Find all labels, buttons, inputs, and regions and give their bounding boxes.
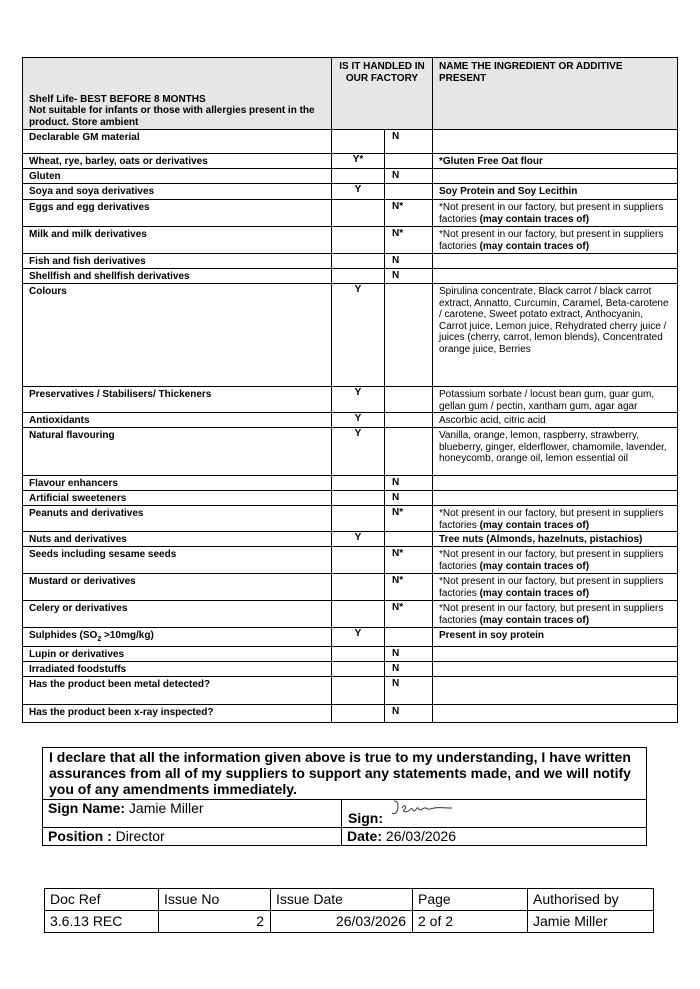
- row-label: Antioxidants: [23, 413, 332, 428]
- document-control-table: [44, 888, 654, 933]
- ingredient-detail: [433, 628, 678, 647]
- handled-yes: [332, 269, 385, 284]
- row-label: Artificial sweeteners: [23, 491, 332, 506]
- row-label: Seeds including sesame seeds: [23, 547, 332, 574]
- handled-no: [385, 532, 433, 547]
- sign-name-label: Sign Name:: [48, 800, 126, 816]
- handled-no: N*: [385, 601, 433, 628]
- detail-text: *Not present in our factory, but present in suppliers factories: [439, 603, 664, 626]
- ingredient-detail: [433, 284, 678, 387]
- handled-no: N*: [385, 200, 433, 227]
- handled-no: [385, 387, 433, 413]
- position-label: Position :: [48, 828, 112, 844]
- handled-no: [385, 184, 433, 200]
- handled-no: N*: [385, 574, 433, 601]
- handled-no: N: [385, 169, 433, 184]
- handled-yes: Y: [332, 532, 385, 547]
- handled-yes: [332, 200, 385, 227]
- detail-bold-text: (may contain traces of): [479, 560, 590, 572]
- handled-no: N: [385, 646, 433, 661]
- signature-icon: [390, 798, 460, 820]
- handled-no: N*: [385, 227, 433, 254]
- handled-yes: [332, 704, 385, 722]
- sign-label: Sign:: [348, 810, 383, 826]
- ingredient-detail: [433, 476, 678, 491]
- shelf-life-cell: [23, 58, 332, 130]
- row-label: Flavour enhancers: [23, 476, 332, 491]
- detail-text: *Not present in our factory, but present in suppliers factories: [439, 229, 664, 252]
- detail-bold-text: (may contain traces of): [479, 614, 590, 626]
- detail-text: *Not present in our factory, but present in suppliers factories: [439, 202, 664, 225]
- handled-yes: [332, 661, 385, 676]
- table-row: [23, 154, 678, 169]
- handled-yes: Y: [332, 387, 385, 413]
- ingredient-detail: [433, 130, 678, 154]
- detail-text: *Not present in our factory, but present in suppliers factories: [439, 508, 664, 531]
- row-label: Irradiated foodstuffs: [23, 661, 332, 676]
- page-value: 2 of 2: [413, 911, 528, 933]
- ingredient-detail: [433, 269, 678, 284]
- handled-no: N: [385, 661, 433, 676]
- detail-bold-text: *Gluten Free Oat flour: [439, 156, 543, 167]
- issue-no-value: 2: [159, 911, 271, 933]
- table-row: [23, 574, 678, 601]
- table-row: [23, 628, 678, 647]
- ingredient-detail: [433, 661, 678, 676]
- row-label: Colours: [23, 284, 332, 387]
- row-label: Fish and fish derivatives: [23, 254, 332, 269]
- ingredient-detail: [433, 184, 678, 200]
- handled-yes: Y: [332, 628, 385, 647]
- table-row: [23, 704, 678, 722]
- detail-bold-text: Tree nuts (Almonds, hazelnuts, pistachios): [439, 534, 643, 545]
- handled-yes: [332, 506, 385, 532]
- row-label-suffix: >10mg/kg): [101, 630, 154, 641]
- row-label-text: Sulphides (SO: [29, 630, 98, 641]
- doc-control-value-row: [45, 911, 654, 933]
- ingredient-detail: [433, 506, 678, 532]
- table-row: [23, 491, 678, 506]
- detail-bold-text: (may contain traces of): [479, 213, 590, 225]
- declaration-box: [42, 747, 647, 846]
- ingredient-detail: [433, 646, 678, 661]
- position-cell: [43, 828, 342, 846]
- table-row: [23, 413, 678, 428]
- row-label: Celery or derivatives: [23, 601, 332, 628]
- storage-note: Not suitable for infants or those with allergies present in the product. Store ambient: [29, 105, 315, 128]
- table-row: [23, 476, 678, 491]
- detail-bold-text: (may contain traces of): [479, 587, 590, 599]
- row-label: Eggs and egg derivatives: [23, 200, 332, 227]
- table-row: [23, 200, 678, 227]
- row-label: Peanuts and derivatives: [23, 506, 332, 532]
- row-label: Lupin or derivatives: [23, 646, 332, 661]
- ingredient-header: NAME THE INGREDIENT OR ADDITIVE PRESENT: [433, 58, 678, 130]
- handled-no: N: [385, 476, 433, 491]
- handled-yes: [332, 169, 385, 184]
- handled-yes: Y: [332, 284, 385, 387]
- table-row: [23, 646, 678, 661]
- ingredient-detail: [433, 227, 678, 254]
- table-row: [23, 169, 678, 184]
- ingredient-detail: [433, 574, 678, 601]
- handled-yes: [332, 130, 385, 154]
- ingredient-detail: [433, 547, 678, 574]
- handled-yes: Y: [332, 413, 385, 428]
- date-cell: [342, 828, 647, 846]
- ingredient-detail: [433, 154, 678, 169]
- ingredient-detail: [433, 254, 678, 269]
- row-label: Nuts and derivatives: [23, 532, 332, 547]
- handled-yes: [332, 254, 385, 269]
- ingredient-detail: [433, 428, 678, 476]
- table-row: [23, 601, 678, 628]
- detail-text: Ascorbic acid, citric acid: [439, 415, 546, 426]
- handled-header: IS IT HANDLED IN OUR FACTORY: [332, 58, 433, 130]
- ingredient-detail: [433, 413, 678, 428]
- handled-no: [385, 284, 433, 387]
- table-row: [23, 547, 678, 574]
- handled-yes: [332, 491, 385, 506]
- row-label: Soya and soya derivatives: [23, 184, 332, 200]
- handled-no: N: [385, 491, 433, 506]
- detail-bold-text: (may contain traces of): [479, 240, 590, 252]
- authorised-by-value: Jamie Miller: [528, 911, 654, 933]
- doc-control-header-row: [45, 889, 654, 911]
- detail-bold-text: Soy Protein and Soy Lecithin: [439, 186, 578, 197]
- declaration-text: I declare that all the information given above is true to my understanding, I have written assurances from all of my suppliers to support any statements made, and we will notify you of any amendments immediately.: [43, 748, 647, 800]
- detail-text: Potassium sorbate / locust bean gum, guar gum, gellan gum / pectin, xantham gum, agar agar: [439, 389, 655, 412]
- handled-yes: Y*: [332, 154, 385, 169]
- ingredient-detail: [433, 601, 678, 628]
- table-row: [23, 184, 678, 200]
- detail-bold-text: (may contain traces of): [479, 519, 590, 531]
- table-row: [23, 532, 678, 547]
- authorised-by-header: Authorised by: [528, 889, 654, 911]
- handled-no: [385, 428, 433, 476]
- sign-name-value: Jamie Miller: [125, 800, 204, 816]
- table-row: [23, 506, 678, 532]
- doc-ref-value: 3.6.13 REC: [45, 911, 159, 933]
- row-label: Shellfish and shellfish derivatives: [23, 269, 332, 284]
- issue-no-header: Issue No: [159, 889, 271, 911]
- handled-yes: Y: [332, 428, 385, 476]
- date-value: 26/03/2026: [382, 828, 456, 844]
- date-label: Date:: [347, 828, 383, 844]
- table-row: [23, 254, 678, 269]
- row-label: [23, 628, 332, 647]
- sign-name-cell: [43, 800, 342, 828]
- row-label: Gluten: [23, 169, 332, 184]
- row-label: Wheat, rye, barley, oats or derivatives: [23, 154, 332, 169]
- handled-yes: [332, 547, 385, 574]
- row-label: Milk and milk derivatives: [23, 227, 332, 254]
- handled-yes: [332, 227, 385, 254]
- detail-text: *Not present in our factory, but present in suppliers factories: [439, 576, 664, 599]
- ingredient-detail: [433, 704, 678, 722]
- handled-yes: Y: [332, 184, 385, 200]
- page-header: Page: [413, 889, 528, 911]
- row-label: Declarable GM material: [23, 130, 332, 154]
- row-label: Has the product been x-ray inspected?: [23, 704, 332, 722]
- ingredient-detail: [433, 169, 678, 184]
- table-row: [23, 661, 678, 676]
- handled-no: N*: [385, 547, 433, 574]
- allergen-table: [22, 57, 678, 723]
- table-row: [23, 284, 678, 387]
- detail-text: *Not present in our factory, but present in suppliers factories: [439, 549, 664, 572]
- ingredient-detail: [433, 676, 678, 704]
- doc-ref-header: Doc Ref: [45, 889, 159, 911]
- handled-yes: [332, 646, 385, 661]
- table-header: [23, 58, 678, 130]
- ingredient-detail: [433, 387, 678, 413]
- signature-cell: [342, 800, 647, 828]
- table-row: [23, 130, 678, 154]
- handled-yes: [332, 676, 385, 704]
- ingredient-detail: [433, 532, 678, 547]
- handled-yes: [332, 476, 385, 491]
- row-label: Natural flavouring: [23, 428, 332, 476]
- table-row: [23, 227, 678, 254]
- handled-no: N*: [385, 506, 433, 532]
- handled-no: [385, 628, 433, 647]
- handled-yes: [332, 574, 385, 601]
- table-row: [23, 676, 678, 704]
- ingredient-detail: [433, 200, 678, 227]
- ingredient-detail: [433, 491, 678, 506]
- row-label: Preservatives / Stabilisers/ Thickeners: [23, 387, 332, 413]
- handled-no: N: [385, 130, 433, 154]
- handled-no: [385, 154, 433, 169]
- handled-yes: [332, 601, 385, 628]
- handled-no: N: [385, 704, 433, 722]
- handled-no: N: [385, 676, 433, 704]
- detail-text: Spirulina concentrate, Black carrot / black carrot extract, Annatto, Curcumin, Caramel, Beta-carotene / carotene, Sweet potato extract, Anthocyanin, Carrot juice, Lemon juice, Rehydrated cherry juice / juices (cherry, carrot, lemon blends), Concentrated orange juice, Berries: [439, 286, 669, 355]
- detail-bold-text: Present in soy protein: [439, 630, 545, 641]
- shelf-life: Shelf Life- BEST BEFORE 8 MONTHS: [29, 93, 206, 105]
- handled-no: N: [385, 254, 433, 269]
- handled-no: N: [385, 269, 433, 284]
- issue-date-header: Issue Date: [271, 889, 413, 911]
- table-row: [23, 387, 678, 413]
- detail-text: Vanilla, orange, lemon, raspberry, strawberry, blueberry, ginger, elderflower, chamomile, lavender, honeycomb, orange oil, lemon essential oil: [439, 430, 667, 464]
- issue-date-value: 26/03/2026: [271, 911, 413, 933]
- row-label-subscript: 2: [97, 636, 102, 643]
- row-label: Has the product been metal detected?: [23, 676, 332, 704]
- position-value: Director: [111, 828, 165, 844]
- row-label: Mustard or derivatives: [23, 574, 332, 601]
- table-row: [23, 269, 678, 284]
- handled-no: [385, 413, 433, 428]
- table-row: [23, 428, 678, 476]
